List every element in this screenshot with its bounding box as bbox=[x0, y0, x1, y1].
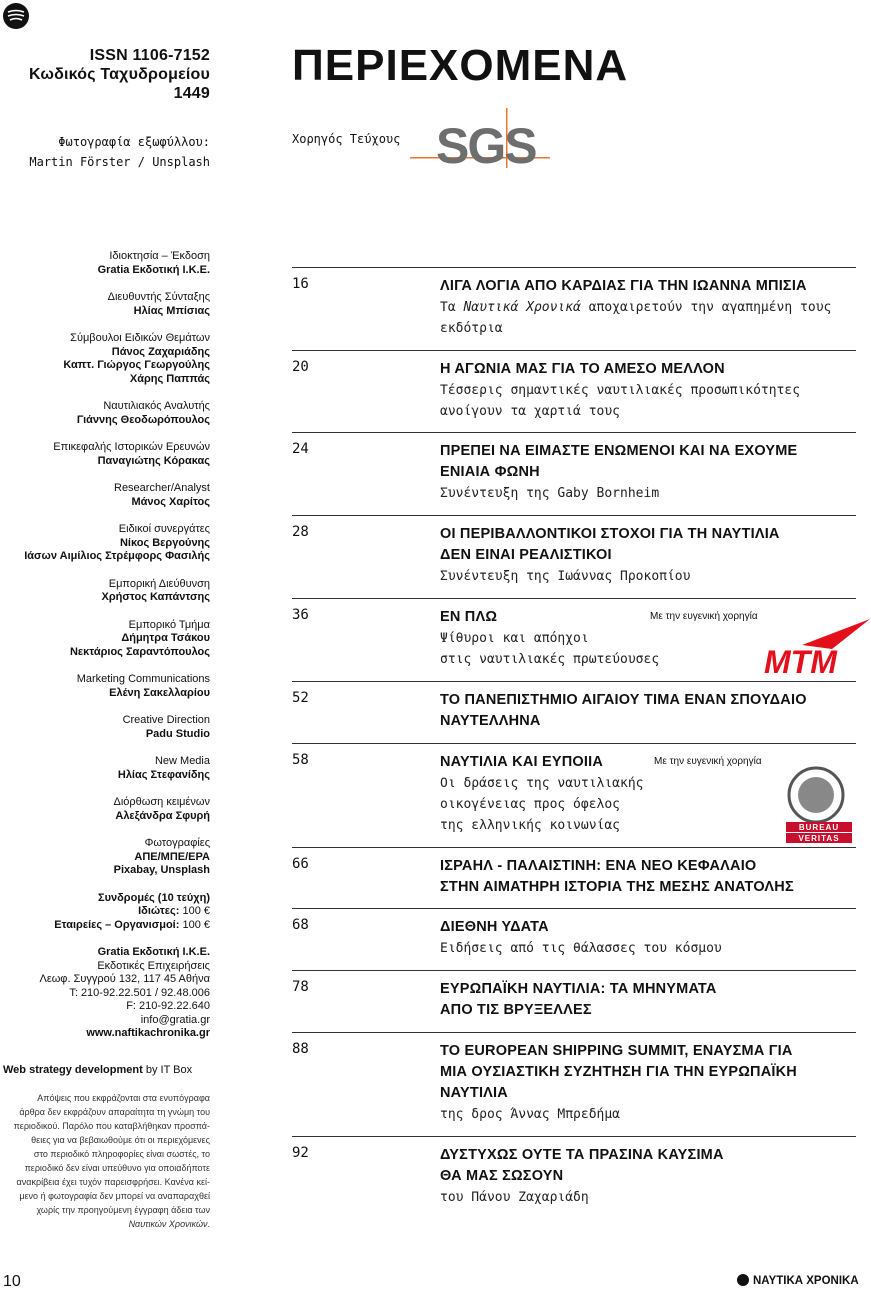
toc-entry[interactable] bbox=[292, 432, 856, 516]
disclaimer-line: Απόψεις που εκφράζονται στα ενυπόγραφα bbox=[37, 1093, 210, 1103]
toc-title-line: ΛΙΓΑ ΛΟΓΙΑ ΑΠΟ ΚΑΡΔΙΑΣ ΓΙΑ ΤΗΝ ΙΩΑΝΝΑ ΜΠΙΣΙΑ bbox=[440, 278, 807, 294]
issn: ISSN 1106-7152 bbox=[89, 47, 210, 64]
toc-page-number: 24 bbox=[292, 441, 309, 457]
credit-group bbox=[0, 441, 210, 468]
toc-title-line: ΝΑΥΤΕΛΛΗΝΑ bbox=[440, 713, 541, 729]
toc-subtitle-line: ανοίγουν τα χαρτιά τους bbox=[440, 404, 621, 419]
credit-group bbox=[0, 714, 210, 741]
credit-group bbox=[0, 619, 210, 660]
credit-name: Ιάσων Αιμίλιος Στρέμφορς Φασιλής bbox=[24, 550, 210, 562]
toc-subtitle bbox=[440, 628, 659, 670]
sgs-logo bbox=[410, 108, 550, 168]
toc-title bbox=[440, 524, 780, 566]
toc-subtitle-line: Οι δράσεις της ναυτιλιακής bbox=[440, 776, 644, 791]
disclaimer-end: . bbox=[207, 1219, 210, 1229]
toc-title bbox=[440, 1145, 724, 1187]
credit-name: Μάνος Χαρίτος bbox=[131, 495, 210, 508]
toc-page-number: 28 bbox=[292, 524, 309, 540]
credit-role: Ιδιοκτησία – Έκδοση bbox=[109, 250, 210, 262]
toc-subtitle-pre: Τα bbox=[440, 300, 464, 315]
disclaimer-line: θειες για να βεβαιωθούμε ότι οι περιεχόμενες bbox=[31, 1135, 210, 1145]
toc-page-number: 20 bbox=[292, 359, 309, 375]
contact-phone: T: 210-92.22.501 / 92.48.006 bbox=[69, 986, 210, 999]
credit-group bbox=[0, 837, 210, 878]
postal-code: 1449 bbox=[173, 85, 210, 102]
toc-page-number: 68 bbox=[292, 917, 309, 933]
credit-role: New Media bbox=[154, 755, 210, 767]
sponsor-note: Με την ευγενική χορηγία bbox=[654, 756, 762, 767]
credit-role: Διόρθωση κειμένων bbox=[113, 796, 210, 808]
bureau-veritas-logo bbox=[786, 762, 854, 844]
credit-group bbox=[0, 482, 210, 509]
toc-title-line: ΝΑΥΤΙΛΙΑ ΚΑΙ ΕΥΠΟΙΙΑ bbox=[440, 754, 604, 770]
credit-name: Padu Studio bbox=[145, 727, 210, 740]
toc-title-line: Η ΑΓΩΝΙΑ ΜΑΣ ΓΙΑ ΤΟ ΑΜΕΣΟ ΜΕΛΛΟΝ bbox=[440, 361, 725, 377]
toc-subtitle-post: αποχαιρετούν την αγαπημένη τους bbox=[580, 300, 832, 315]
toc-subtitle-line: του Πάνου Ζαχαριάδη bbox=[440, 1190, 589, 1205]
mtm-logo-text: MTM bbox=[764, 644, 837, 675]
toc-title-line: ΕΥΡΩΠΑΪΚΗ ΝΑΥΤΙΛΙΑ: ΤΑ ΜΗΝΥΜΑΤΑ bbox=[440, 981, 717, 997]
credit-group bbox=[0, 523, 210, 564]
toc-entry[interactable] bbox=[292, 970, 856, 1033]
disclaimer-line: άρθρα δεν εκφράζουν απαραίτητα τη γνώμη του bbox=[19, 1107, 210, 1117]
contact-block bbox=[0, 946, 210, 1041]
credit-group bbox=[0, 400, 210, 427]
toc-entry[interactable] bbox=[292, 743, 856, 848]
credit-name: Καπτ. Γιώργος Γεωργούλης bbox=[63, 359, 210, 371]
toc-title bbox=[440, 690, 807, 732]
toc-title bbox=[440, 1041, 797, 1104]
credit-group bbox=[0, 291, 210, 318]
credit-role: Ειδικοί συνεργάτες bbox=[118, 523, 210, 535]
footer-page-number: 10 bbox=[3, 1273, 21, 1290]
toc-page-number: 92 bbox=[292, 1145, 309, 1161]
toc-subtitle-line: εκδότρια bbox=[440, 321, 503, 336]
toc-subtitle bbox=[440, 297, 831, 339]
credit-role: Marketing Communications bbox=[76, 673, 210, 685]
toc-title-line: ΘΑ ΜΑΣ ΣΩΣΟΥΝ bbox=[440, 1168, 564, 1184]
toc-subtitle bbox=[440, 773, 644, 836]
web-strategy-by: by IT Box bbox=[145, 1064, 193, 1076]
credit-role: Διευθυντής Σύνταξης bbox=[107, 291, 210, 303]
toc-title-line: ΕΝΙΑΙΑ ΦΩΝΗ bbox=[440, 464, 540, 480]
credit-role: Σύμβουλοι Ειδικών Θεμάτων bbox=[70, 332, 210, 344]
credit-name: ΑΠΕ/ΜΠΕ/EPA bbox=[134, 850, 210, 863]
credit-name: Ηλίας Μπίσιας bbox=[133, 304, 210, 317]
toc-subtitle-line: οικογένειας προς όφελος bbox=[440, 797, 621, 812]
toc-title-line: ΔΙΕΘΝΗ ΥΔΑΤΑ bbox=[440, 919, 549, 935]
toc-subtitle bbox=[440, 1104, 620, 1125]
toc-title-line: ΤΟ EUROPEAN SHIPPING SUMMIT, ΕΝΑΥΣΜΑ ΓΙΑ bbox=[440, 1043, 793, 1059]
toc-page-number: 88 bbox=[292, 1041, 309, 1057]
credit-name: Πάνος Ζαχαριάδης bbox=[111, 345, 210, 358]
disclaimer-publication-name: Ναυτικών Χρονικών bbox=[128, 1219, 208, 1229]
toc-title-line: ΔΕΝ ΕΙΝΑΙ ΡΕΑΛΙΣΤΙΚΟΙ bbox=[440, 547, 612, 563]
credit-name: Νίκος Βεργούνης bbox=[119, 536, 210, 549]
credit-role: Εμπορική Διεύθυνση bbox=[108, 577, 210, 590]
toc-entry[interactable] bbox=[292, 908, 856, 971]
contact-type: Εκδοτικές Επιχειρήσεις bbox=[97, 959, 210, 972]
toc-subtitle-line: Τέσσερις σημαντικές ναυτιλιακές προσωπικότητες bbox=[440, 383, 801, 398]
page-title: ΠΕΡΙΕΧΟΜΕΝΑ bbox=[292, 41, 629, 90]
toc-title bbox=[440, 359, 725, 380]
disclaimer-line: χωρίς την προηγούμενη έγγραφη άδεια των bbox=[36, 1205, 210, 1215]
subscriptions-heading: Συνδρομές (10 τεύχη) bbox=[98, 891, 210, 904]
footer-brand-name: ΝΑΥΤΙΚΑ ΧΡΟΝΙΚΑ bbox=[753, 1275, 859, 1287]
credit-group bbox=[0, 578, 210, 605]
disclaimer-line: στο περιοδικό πληροφορίες είναι σωστές, το bbox=[33, 1149, 210, 1159]
toc-subtitle-line: Ψίθυροι και απόηχοι bbox=[440, 631, 589, 646]
credits-column bbox=[0, 250, 210, 1055]
toc-entry[interactable] bbox=[292, 847, 856, 909]
footer-brand bbox=[737, 1274, 859, 1287]
credit-name: Pixabay, Unsplash bbox=[113, 864, 210, 876]
cover-photo-credit: Martin Förster / Unsplash bbox=[29, 155, 210, 169]
companies-price: 100 € bbox=[182, 918, 210, 931]
toc-title-line: ΙΣΡΑΗΛ - ΠΑΛΑΙΣΤΙΝΗ: ΕΝΑ ΝΕΟ ΚΕΦΑΛΑΙΟ bbox=[440, 858, 757, 874]
toc-page-number: 78 bbox=[292, 979, 309, 995]
cover-photo-credit-block bbox=[29, 132, 210, 172]
contact-address: Λεωφ. Συγγρού 132, 117 45 Αθήνα bbox=[39, 973, 210, 985]
subscriptions-block bbox=[0, 892, 210, 933]
credit-name: Ηλίας Στεφανίδης bbox=[117, 768, 210, 781]
credit-name: Χρήστος Καπάντσης bbox=[101, 591, 210, 603]
toc-entry[interactable] bbox=[292, 515, 856, 599]
credit-name: Δήμητρα Τσάκου bbox=[121, 632, 210, 644]
toc-subtitle-line: στις ναυτιλιακές πρωτεύουσες bbox=[440, 652, 660, 667]
toc-page-number: 58 bbox=[292, 752, 309, 768]
toc-title-line: ΠΡΕΠΕΙ ΝΑ ΕΙΜΑΣΤΕ ΕΝΩΜΕΝΟΙ ΚΑΙ ΝΑ ΕΧΟΥΜΕ bbox=[440, 443, 798, 459]
credit-group bbox=[0, 755, 210, 782]
toc-subtitle bbox=[440, 1187, 589, 1208]
web-strategy-credit bbox=[3, 1064, 192, 1076]
toc-title bbox=[440, 276, 807, 297]
credit-name: Χάρης Παππάς bbox=[129, 372, 210, 385]
toc-title-line: ΤΟ ΠΑΝΕΠΙΣΤΗΜΙΟ ΑΙΓΑΙΟΥ ΤΙΜΑ ΕΝΑΝ ΣΠΟΥΔΑΙΟ bbox=[440, 692, 807, 708]
cover-photo-label: Φωτογραφία εξωφύλλου: bbox=[58, 135, 210, 149]
toc-title-line: ΔΥΣΤΥΧΩΣ ΟΥΤΕ ΤΑ ΠΡΑΣΙΝΑ ΚΑΥΣΙΜΑ bbox=[440, 1147, 724, 1163]
credit-role: Επικεφαλής Ιστορικών Ερευνών bbox=[53, 441, 210, 453]
credit-group bbox=[0, 796, 210, 823]
credit-group bbox=[0, 332, 210, 386]
toc-subtitle-line: της ελληνικής κοινωνίας bbox=[440, 818, 621, 833]
toc-title bbox=[440, 917, 549, 938]
disclaimer bbox=[0, 1091, 210, 1231]
toc-subtitle bbox=[440, 566, 690, 587]
bv-veritas: VERITAS bbox=[798, 834, 840, 843]
toc-page-number: 66 bbox=[292, 856, 309, 872]
toc-entry[interactable] bbox=[292, 1032, 856, 1137]
contact-email[interactable]: info@gratia.gr bbox=[140, 1013, 210, 1026]
toc-page-number: 36 bbox=[292, 607, 309, 623]
toc-subtitle-line: Συνέντευξη της Ιωάννας Προκοπίου bbox=[440, 569, 691, 584]
toc-page-number: 16 bbox=[292, 276, 309, 292]
disclaimer-line: ανακρίβεια έχει τυχόν παρεισφρήσει. Κανένα κεί- bbox=[16, 1177, 210, 1187]
toc-title bbox=[440, 979, 717, 1021]
toc-title bbox=[440, 856, 794, 898]
toc-title bbox=[440, 607, 497, 628]
sgs-logo-text: SGS bbox=[436, 118, 536, 168]
disclaimer-line: μενο ή φωτογραφία δεν μπορεί να αναπαραχθεί bbox=[19, 1191, 210, 1201]
credit-role: Ναυτιλιακός Αναλυτής bbox=[103, 400, 210, 412]
toc-subtitle-line: της δρος Άννας Μπρεδήμα bbox=[440, 1107, 621, 1122]
credit-role: Εμπορικό Τμήμα bbox=[128, 618, 210, 631]
credit-name: Ελένη Σακελλαρίου bbox=[109, 686, 210, 699]
mtm-logo bbox=[762, 619, 871, 675]
toc-subtitle-line: Ειδήσεις από τις θάλασσες του κόσμου bbox=[440, 941, 722, 956]
credit-name: Γιάννης Θεοδωρόπουλος bbox=[76, 413, 210, 426]
contact-fax: F: 210-92.22.640 bbox=[126, 1000, 210, 1012]
brand-mark-icon bbox=[737, 1274, 749, 1286]
individuals-price: 100 € bbox=[182, 905, 210, 917]
contact-website[interactable]: www.naftikachronika.gr bbox=[86, 1027, 210, 1039]
disclaimer-line: περιοδικό δεν είναι υπεύθυνο για οποιαδήποτε bbox=[24, 1163, 210, 1173]
toc-title-line: ΣΤΗΝ ΑΙΜΑΤΗΡΗ ΙΣΤΟΡΙΑ ΤΗΣ ΜΕΣΗΣ ΑΝΑΤΟΛΗΣ bbox=[440, 879, 794, 895]
toc-title-line: ΑΠΟ ΤΙΣ ΒΡΥΞΕΛΛΕΣ bbox=[440, 1002, 592, 1018]
toc-page-number: 52 bbox=[292, 690, 309, 706]
toc-title-line: ΜΙΑ ΟΥΣΙΑΣΤΙΚΗ ΣΥΖΗΤΗΣΗ ΓΙΑ ΤΗΝ ΕΥΡΩΠΑΪΚΗ bbox=[440, 1064, 797, 1080]
toc-subtitle-line: Συνέντευξη της Gaby Bornheim bbox=[440, 486, 660, 501]
toc-title-line: ΕΝ ΠΛΩ bbox=[440, 609, 498, 625]
bv-year: 1828 bbox=[809, 814, 823, 820]
toc-title-line: ΝΑΥΤΙΛΙΑ bbox=[440, 1085, 508, 1101]
credit-role: Creative Direction bbox=[122, 714, 210, 726]
toc-subtitle bbox=[440, 483, 659, 504]
credit-group bbox=[0, 250, 210, 277]
toc-subtitle-italic: Ναυτικά Χρονικά bbox=[463, 300, 581, 315]
toc-entry[interactable] bbox=[292, 267, 856, 350]
toc-title bbox=[440, 441, 797, 483]
contact-company: Gratia Εκδοτική Ι.Κ.Ε. bbox=[97, 946, 210, 958]
credit-group bbox=[0, 673, 210, 700]
postal-code-label: Κωδικός Ταχυδρομείου bbox=[28, 66, 210, 83]
bv-bureau: BUREAU bbox=[798, 823, 840, 832]
toc-entry[interactable] bbox=[292, 681, 856, 744]
toc-entry[interactable] bbox=[292, 350, 856, 433]
toc-entry[interactable] bbox=[292, 1136, 856, 1219]
toc-entry[interactable] bbox=[292, 598, 856, 682]
toc-subtitle bbox=[440, 938, 722, 959]
issue-sponsor-label: Χορηγός Τεύχους bbox=[292, 132, 401, 146]
issn-block bbox=[29, 46, 210, 103]
toc-title-line: ΟΙ ΠΕΡΙΒΑΛΛΟΝΤΙΚΟΙ ΣΤΟΧΟΙ ΓΙΑ ΤΗ ΝΑΥΤΙΛΙΑ bbox=[440, 526, 780, 542]
individuals-label: Ιδιώτες: bbox=[138, 905, 180, 917]
brand-logo-icon bbox=[3, 3, 29, 29]
credit-name: Παναγιώτης Κόρακας bbox=[97, 454, 210, 467]
toc-title bbox=[440, 752, 603, 773]
credit-name: Αλεξάνδρα Σφυρή bbox=[115, 809, 210, 822]
credit-role: Researcher/Analyst bbox=[114, 482, 210, 494]
toc-subtitle bbox=[440, 380, 800, 422]
web-strategy-label: Web strategy development bbox=[3, 1064, 143, 1076]
companies-label: Εταιρείες – Οργανισμοί: bbox=[54, 918, 180, 931]
credit-role: Φωτογραφίες bbox=[144, 837, 210, 849]
credit-name: Gratia Εκδοτική Ι.Κ.Ε. bbox=[97, 263, 210, 276]
disclaimer-line: περιοδικού. Παρόλο που καταβλήθηκαν προσπά- bbox=[13, 1121, 210, 1131]
credit-name: Νεκτάριος Σαραντόπουλος bbox=[69, 645, 210, 658]
sponsor-note: Με την ευγενική χορηγία bbox=[650, 611, 758, 622]
